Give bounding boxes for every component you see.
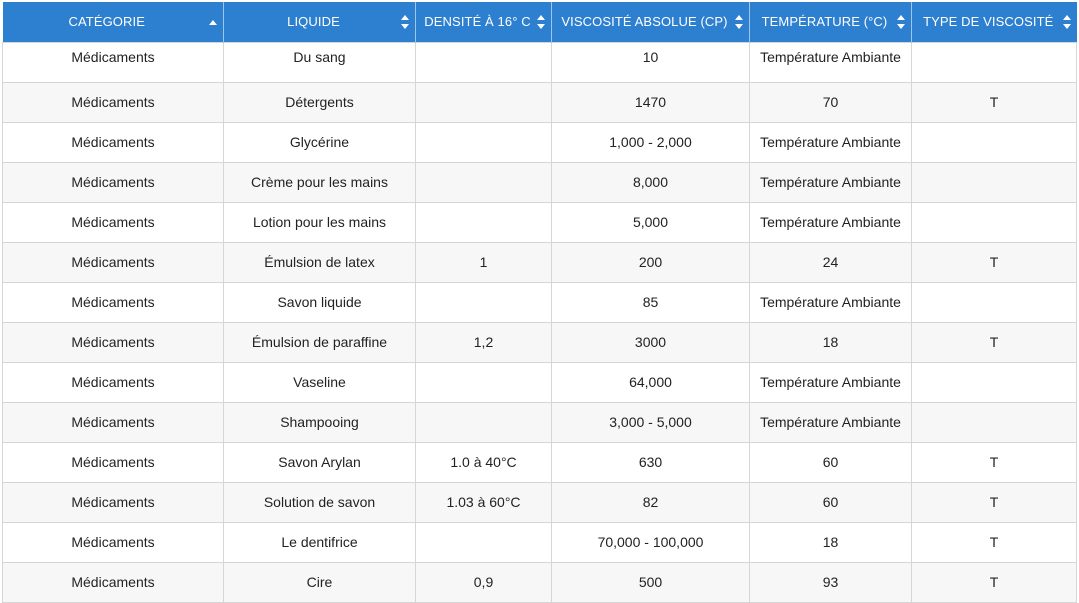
cell-density: [416, 362, 552, 402]
cell-liquid: Solution de savon: [224, 482, 416, 522]
column-header-temperature[interactable]: [750, 2, 912, 42]
table-row: [3, 562, 1077, 602]
cell-category: Médicaments: [3, 322, 224, 362]
cell-viscosity-type: T: [912, 442, 1077, 482]
column-header-density[interactable]: [416, 2, 552, 42]
cell-category: Médicaments: [3, 202, 224, 242]
cell-temperature: 70: [750, 82, 912, 122]
cell-density: 0,9: [416, 562, 552, 602]
cell-category: Médicaments: [3, 162, 224, 202]
cell-liquid: Cire: [224, 562, 416, 602]
cell-viscosity: 1470: [552, 82, 750, 122]
cell-liquid: Du sang: [224, 42, 416, 82]
cell-viscosity-type: T: [912, 322, 1077, 362]
cell-viscosity-type: T: [912, 482, 1077, 522]
cell-temperature: 60: [750, 442, 912, 482]
table-row: [3, 42, 1077, 82]
cell-temperature: 60: [750, 482, 912, 522]
table-row: [3, 162, 1077, 202]
column-header-liquid[interactable]: [224, 2, 416, 42]
cell-category: Médicaments: [3, 362, 224, 402]
cell-temperature: 18: [750, 322, 912, 362]
cell-temperature: Température Ambiante: [750, 122, 912, 162]
cell-viscosity-type: [912, 282, 1077, 322]
cell-viscosity: 85: [552, 282, 750, 322]
cell-viscosity: 82: [552, 482, 750, 522]
cell-liquid: Savon liquide: [224, 282, 416, 322]
sort-both-icon: [1063, 15, 1071, 29]
cell-liquid: Savon Arylan: [224, 442, 416, 482]
cell-temperature: Température Ambiante: [750, 42, 912, 82]
column-header-label: TEMPÉRATURE (°C): [761, 14, 888, 30]
cell-category: Médicaments: [3, 42, 224, 82]
table-row: [3, 242, 1077, 282]
cell-liquid: Détergents: [224, 82, 416, 122]
cell-viscosity-type: [912, 202, 1077, 242]
cell-viscosity: 10: [552, 42, 750, 82]
cell-temperature: Température Ambiante: [750, 282, 912, 322]
cell-viscosity: 1,000 - 2,000: [552, 122, 750, 162]
cell-viscosity-type: T: [912, 82, 1077, 122]
table-row: [3, 282, 1077, 322]
cell-liquid: Émulsion de paraffine: [224, 322, 416, 362]
table-row: [3, 122, 1077, 162]
column-header-label: LIQUIDE: [287, 14, 340, 30]
cell-category: Médicaments: [3, 522, 224, 562]
sort-both-icon: [735, 15, 743, 29]
cell-viscosity: 8,000: [552, 162, 750, 202]
cell-density: 1.0 à 40°C: [416, 442, 552, 482]
column-header-label: DENSITÉ À 16° C: [424, 14, 531, 30]
cell-category: Médicaments: [3, 402, 224, 442]
cell-density: 1: [416, 242, 552, 282]
cell-density: [416, 82, 552, 122]
column-header-label: TYPE DE VISCOSITÉ: [923, 14, 1054, 30]
cell-viscosity: 500: [552, 562, 750, 602]
cell-density: [416, 282, 552, 322]
sort-both-icon: [537, 15, 545, 29]
table-row: [3, 522, 1077, 562]
table-header-row: [3, 2, 1077, 42]
column-header-label: CATÉGORIE: [68, 14, 145, 30]
column-header-viscosity-type[interactable]: [912, 2, 1077, 42]
sort-ascending-icon: [209, 15, 217, 29]
cell-viscosity-type: [912, 122, 1077, 162]
cell-viscosity-type: T: [912, 242, 1077, 282]
cell-density: [416, 122, 552, 162]
cell-liquid: Glycérine: [224, 122, 416, 162]
cell-category: Médicaments: [3, 242, 224, 282]
cell-liquid: Crème pour les mains: [224, 162, 416, 202]
table-row: [3, 202, 1077, 242]
cell-density: [416, 162, 552, 202]
cell-temperature: Température Ambiante: [750, 362, 912, 402]
cell-category: Médicaments: [3, 482, 224, 522]
table-row: [3, 362, 1077, 402]
cell-density: [416, 202, 552, 242]
cell-category: Médicaments: [3, 282, 224, 322]
cell-temperature: 93: [750, 562, 912, 602]
cell-viscosity: 3000: [552, 322, 750, 362]
cell-temperature: Température Ambiante: [750, 162, 912, 202]
column-header-viscosity[interactable]: [552, 2, 750, 42]
cell-category: Médicaments: [3, 122, 224, 162]
cell-viscosity-type: [912, 362, 1077, 402]
cell-viscosity-type: T: [912, 522, 1077, 562]
cell-liquid: Shampooing: [224, 402, 416, 442]
sort-both-icon: [401, 15, 409, 29]
cell-category: Médicaments: [3, 82, 224, 122]
cell-liquid: Lotion pour les mains: [224, 202, 416, 242]
cell-viscosity: 64,000: [552, 362, 750, 402]
cell-category: Médicaments: [3, 562, 224, 602]
cell-temperature: Température Ambiante: [750, 202, 912, 242]
cell-viscosity: 630: [552, 442, 750, 482]
cell-density: [416, 522, 552, 562]
cell-viscosity: 3,000 - 5,000: [552, 402, 750, 442]
cell-viscosity-type: [912, 42, 1077, 82]
sort-both-icon: [897, 15, 905, 29]
cell-density: [416, 42, 552, 82]
cell-viscosity: 200: [552, 242, 750, 282]
column-header-label: VISCOSITÉ ABSOLUE (CP): [561, 14, 728, 30]
cell-viscosity: 5,000: [552, 202, 750, 242]
table-row: [3, 482, 1077, 522]
table-row: [3, 402, 1077, 442]
viscosity-table: [2, 2, 1077, 603]
table-row: [3, 442, 1077, 482]
cell-temperature: 24: [750, 242, 912, 282]
cell-liquid: Émulsion de latex: [224, 242, 416, 282]
cell-viscosity: 70,000 - 100,000: [552, 522, 750, 562]
table-body: [3, 42, 1077, 603]
cell-viscosity-type: [912, 402, 1077, 442]
cell-viscosity-type: [912, 162, 1077, 202]
cell-density: 1.03 à 60°C: [416, 482, 552, 522]
cell-viscosity-type: T: [912, 562, 1077, 602]
cell-density: [416, 402, 552, 442]
column-header-category[interactable]: [3, 2, 224, 42]
table-row: [3, 82, 1077, 122]
cell-temperature: 18: [750, 522, 912, 562]
cell-liquid: Vaseline: [224, 362, 416, 402]
table-row: [3, 322, 1077, 362]
cell-category: Médicaments: [3, 442, 224, 482]
cell-liquid: Le dentifrice: [224, 522, 416, 562]
cell-temperature: Température Ambiante: [750, 402, 912, 442]
cell-density: 1,2: [416, 322, 552, 362]
